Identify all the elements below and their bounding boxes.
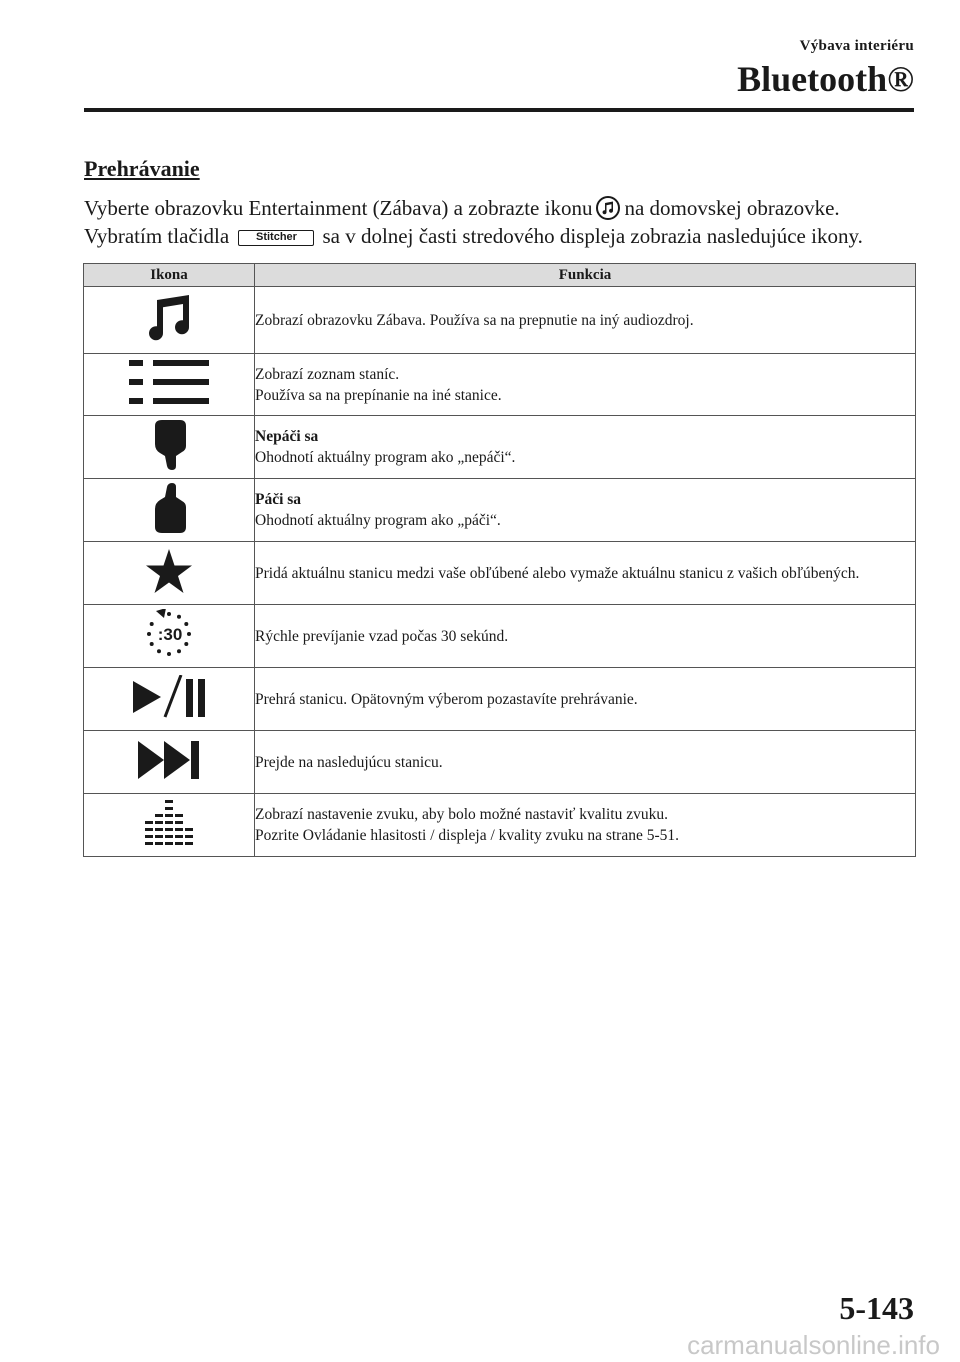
play-pause-icon [131, 675, 207, 719]
intro-line-2 [84, 222, 916, 250]
row-description-line-2: Pozrite Ovládanie hlasitosti / displeja / kvality zvuku na strane 5-51. [255, 827, 680, 844]
table-row [84, 731, 916, 794]
intro-text-1a: Vyberte obrazovku Entertainment (Zábava) a zobrazte ikonu [84, 196, 593, 220]
watermark: carmanualsonline.info [687, 1330, 940, 1360]
intro-paragraph [84, 194, 916, 250]
table-row [84, 354, 916, 416]
table-row [84, 605, 916, 668]
table-row [84, 794, 916, 857]
row-description: Prehrá stanicu. Opätovným výberom pozastavíte prehrávanie. [255, 690, 638, 708]
row-description-line-2: Používa sa na prepínanie na iné stanice. [255, 386, 502, 404]
column-header-icon: Ikona [84, 264, 255, 287]
row-description: Ohodnotí aktuálny program ako „páči“. [255, 512, 501, 529]
row-description: Rýchle prevíjanie vzad počas 30 sekúnd. [255, 627, 509, 645]
rewind-30-label: :30 [157, 624, 183, 644]
intro-line-1 [84, 194, 916, 222]
thumbs-up-icon [152, 483, 186, 533]
icon-function-table [83, 263, 916, 857]
row-description: Ohodnotí aktuálny program ako „nepáči“. [255, 449, 516, 466]
row-title: Páči sa [255, 491, 302, 508]
page-number: 5-143 [839, 1290, 914, 1326]
row-description-line-1: Zobrazí nastavenie zvuku, aby bolo možné nastaviť kvalitu zvuku. [255, 806, 668, 823]
station-list-icon [129, 358, 209, 406]
table-row [84, 416, 916, 479]
row-description-line-1: Zobrazí zoznam staníc. [255, 365, 400, 383]
header-rule [84, 108, 914, 112]
star-icon [146, 549, 192, 593]
page-title: Bluetooth® [737, 59, 914, 99]
table-header-row [84, 264, 916, 287]
table-row [84, 287, 916, 354]
column-header-function: Funkcia [255, 264, 916, 287]
stitcher-button[interactable]: Stitcher [238, 230, 314, 246]
row-description: Zobrazí obrazovku Zábava. Používa sa na prepnutie na iný audiozdroj. [255, 311, 694, 329]
row-description: Prejde na nasledujúcu stanicu. [255, 753, 443, 771]
intro-text-1b: na domovskej obrazovke. [624, 196, 840, 220]
thumbs-down-icon [152, 420, 186, 470]
table-row [84, 542, 916, 605]
music-note-icon [596, 196, 620, 220]
rewind-30-icon [144, 609, 194, 659]
skip-next-icon [138, 741, 200, 779]
table-row [84, 479, 916, 542]
section-heading: Prehrávanie [84, 156, 200, 181]
row-title: Nepáči sa [255, 428, 319, 445]
intro-text-2a: Vybratím tlačidla [84, 224, 230, 248]
music-note-icon [145, 294, 193, 342]
intro-text-2b: sa v dolnej časti stredového displeja zobrazia nasledujúce ikony. [322, 224, 863, 248]
header-section-label: Výbava interiéru [799, 38, 914, 54]
table-row [84, 668, 916, 731]
row-description: Pridá aktuálnu stanicu medzi vaše obľúbené alebo vymaže aktuálnu stanicu z vašich obľúbených. [255, 564, 860, 582]
sound-settings-icon [141, 800, 197, 846]
